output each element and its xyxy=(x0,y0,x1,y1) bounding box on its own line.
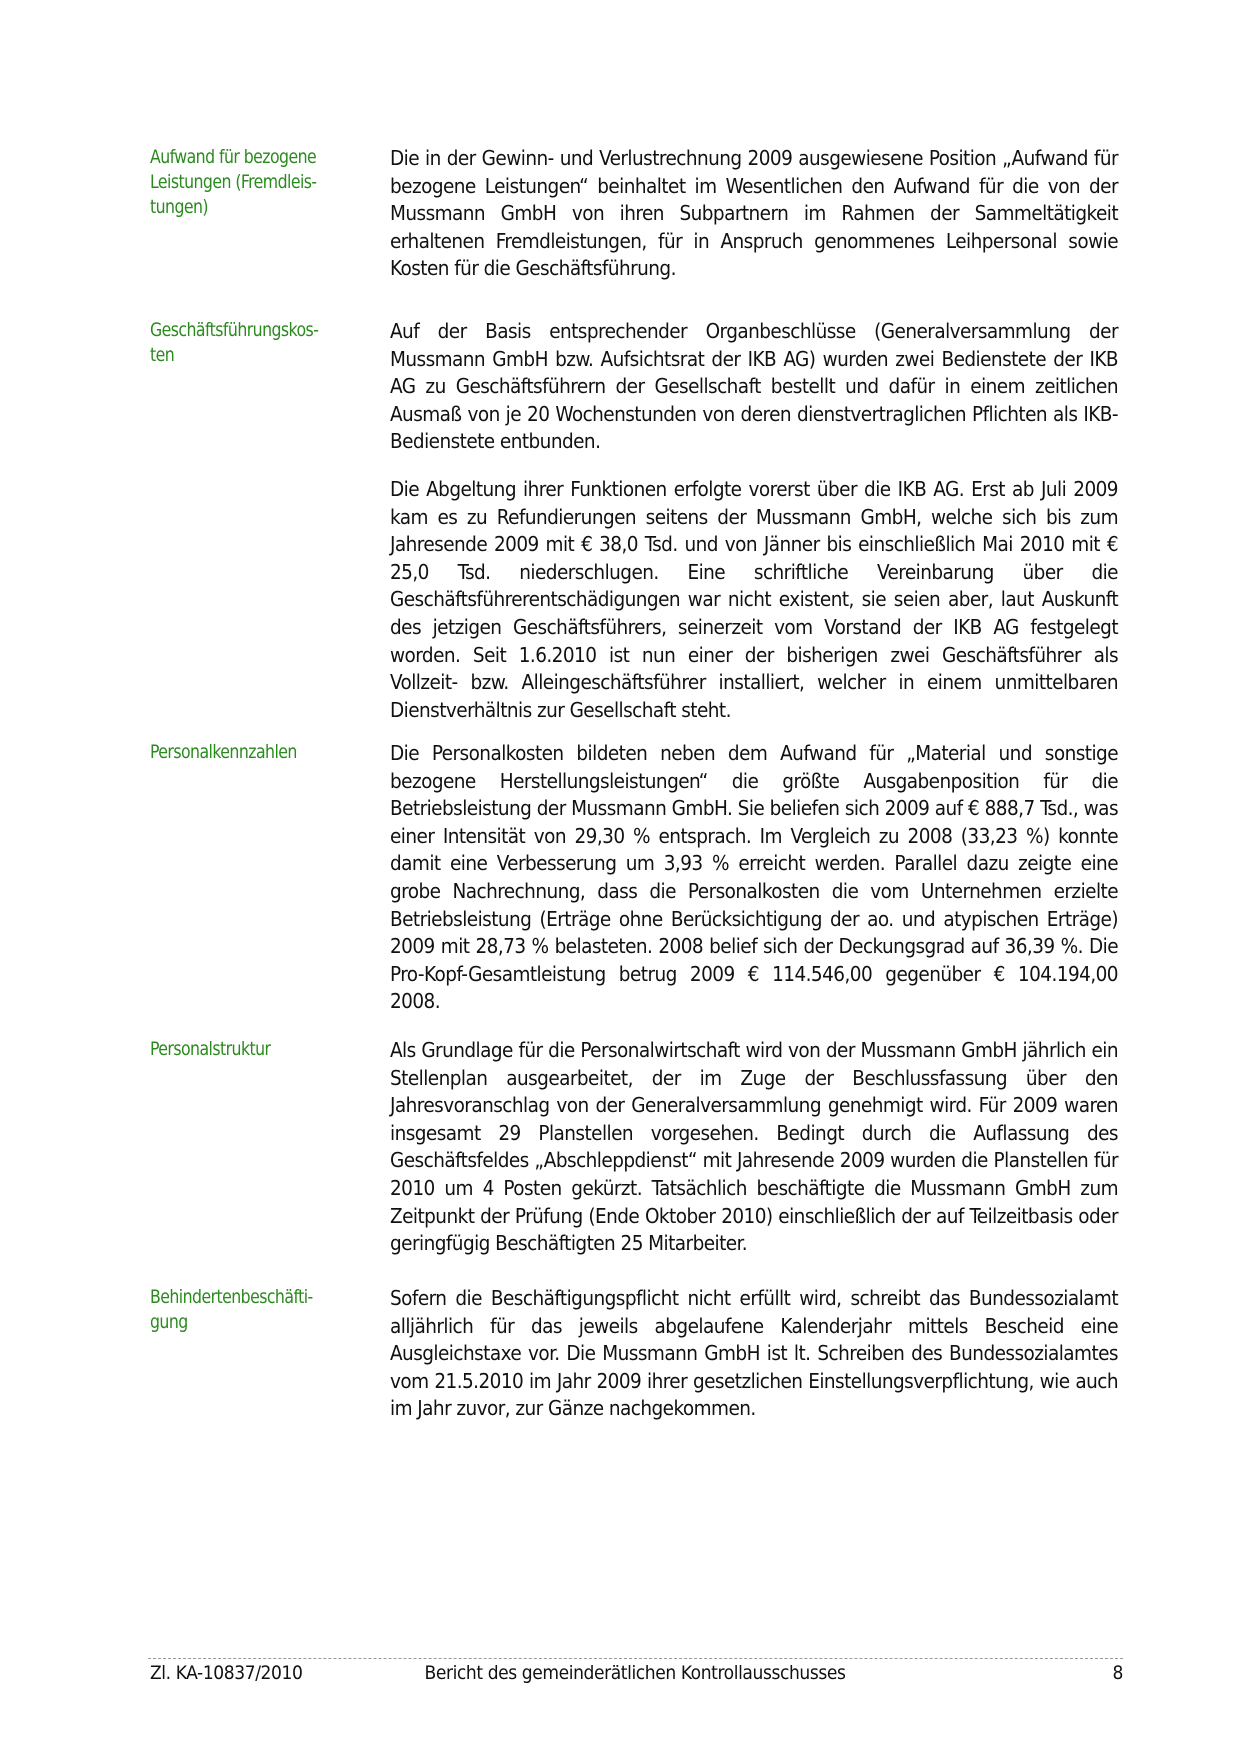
section-body xyxy=(390,740,1118,1016)
section-body xyxy=(390,1037,1118,1258)
paragraph: Die Abgeltung ihrer Funktionen erfolgte vorerst über die IKB AG. Erst ab Juli 2009 kam es zu Refundierungen seitens der Mussmann GmbH, welche sich bis zum Jahresende 2009 mit € 38,0 Tsd. und von Jänner bis einschließlich Mai 2010 mit € 25,0 Tsd. niederschlugen. Eine schriftliche Vereinbarung über die Geschäftsführerentschädigungen war nicht existent, sie seien aber, laut Auskunft des jetzigen Geschäftsführers, seinerzeit vom Vorstand der IKB AG festgelegt worden. Seit 1.6.2010 ist nun einer der bisherigen zwei Geschäftsführer als Vollzeit- bzw. Alleingeschäftsführer installiert, welcher in einem unmittelbaren Dienstverhältnis zur Gesellschaft steht. xyxy=(390,476,1118,722)
paragraph: Die in der Gewinn- und Verlustrechnung 2009 ausgewiesene Position „Aufwand für bezogene Leistungen“ beinhaltet im Wesentlichen den Aufwand für die von der Mussmann GmbH von ihren Subpartnern im Rahmen der Sammeltätigkeit erhaltenen Fremdleistungen, für in Anspruch genommenes Leihpersonal sowie Kosten für die Geschäftsführung. xyxy=(390,146,1118,281)
section-body xyxy=(390,318,1118,724)
margin-label: Geschäftsführungskos- ten xyxy=(150,319,319,366)
footer-title: Bericht des gemeinderätlichen Kontrollausschusses xyxy=(424,1662,846,1684)
paragraph: Als Grundlage für die Personalwirtschaft wird von der Mussmann GmbH jährlich ein Stellenplan ausgearbeitet, der im Zuge der Beschlussfassung über den Jahresvoranschlag von der Generalversammlung genehmigt wird. Für 2009 waren insgesamt 29 Planstellen vorgesehen. Bedingt durch die Auflassung des Geschäftsfeldes „Abschleppdienst“ mit Jahresende 2009 wurden die Planstellen für 2010 um 4 Posten gekürzt. Tatsächlich beschäftigte die Mussmann GmbH zum Zeitpunkt der Prüfung (Ende Oktober 2010) einschließlich der auf Teilzeitbasis oder geringfügig Beschäftigten 25 Mitarbeiter. xyxy=(390,1038,1118,1256)
section-body xyxy=(390,145,1118,283)
paragraph: Die Personalkosten bildeten neben dem Aufwand für „Material und sonstige bezogene Herstellungsleistungen“ die größte Ausgabenposition für die Betriebsleistung der Mussmann GmbH. Sie beliefen sich 2009 auf € 888,7 Tsd., was einer Intensität von 29,30 % entsprach. Im Vergleich zu 2008 (33,23 %) konnte damit eine Verbesserung um 3,93 % erreicht werden. Parallel dazu zeigte eine grobe Nachrechnung, dass die Personalkosten die vom Unternehmen erzielte Betriebsleistung (Erträge ohne Berücksichtigung der ao. und atypischen Erträge) 2009 mit 28,73 % belasteten. 2008 belief sich der Deckungsgrad auf 36,39 %. Die Pro-Kopf-Gesamtleistung betrug 2009 € 114.546,00 gegenüber € 104.194,00 2008. xyxy=(390,741,1118,1014)
section-body xyxy=(390,1285,1118,1423)
margin-label: Personalkennzahlen xyxy=(150,741,297,763)
footer-divider xyxy=(148,1658,1123,1659)
paragraph: Auf der Basis entsprechender Organbeschlüsse (Generalversammlung der Mussmann GmbH bzw. Aufsichtsrat der IKB AG) wurden zwei Bedienstete der IKB AG zu Geschäftsführern der Gesellschaft bestellt und dafür in einem zeitlichen Ausmaß von je 20 Wochenstunden von deren dienstvertraglichen Pflichten als IKB-Bedienstete entbunden. xyxy=(390,319,1118,454)
paragraph: Sofern die Beschäftigungspflicht nicht erfüllt wird, schreibt das Bundessozialamt alljährlich für das jeweils abgelaufene Kalenderjahr mittels Bescheid eine Ausgleichstaxe vor. Die Mussmann GmbH ist lt. Schreiben des Bundessozialamtes vom 21.5.2010 im Jahr 2009 ihrer gesetzlichen Einstellungsverpflichtung, wie auch im Jahr zuvor, zur Gänze nachgekommen. xyxy=(390,1286,1118,1421)
margin-label: Aufwand für bezogene Leistungen (Fremdleis- tungen) xyxy=(150,146,317,218)
margin-label: Behindertenbeschäfti- gung xyxy=(150,1286,313,1333)
page-number: 8 xyxy=(1112,1662,1123,1684)
margin-label: Personalstruktur xyxy=(150,1038,271,1060)
footer-reference: Zl. KA-10837/2010 xyxy=(150,1662,303,1684)
